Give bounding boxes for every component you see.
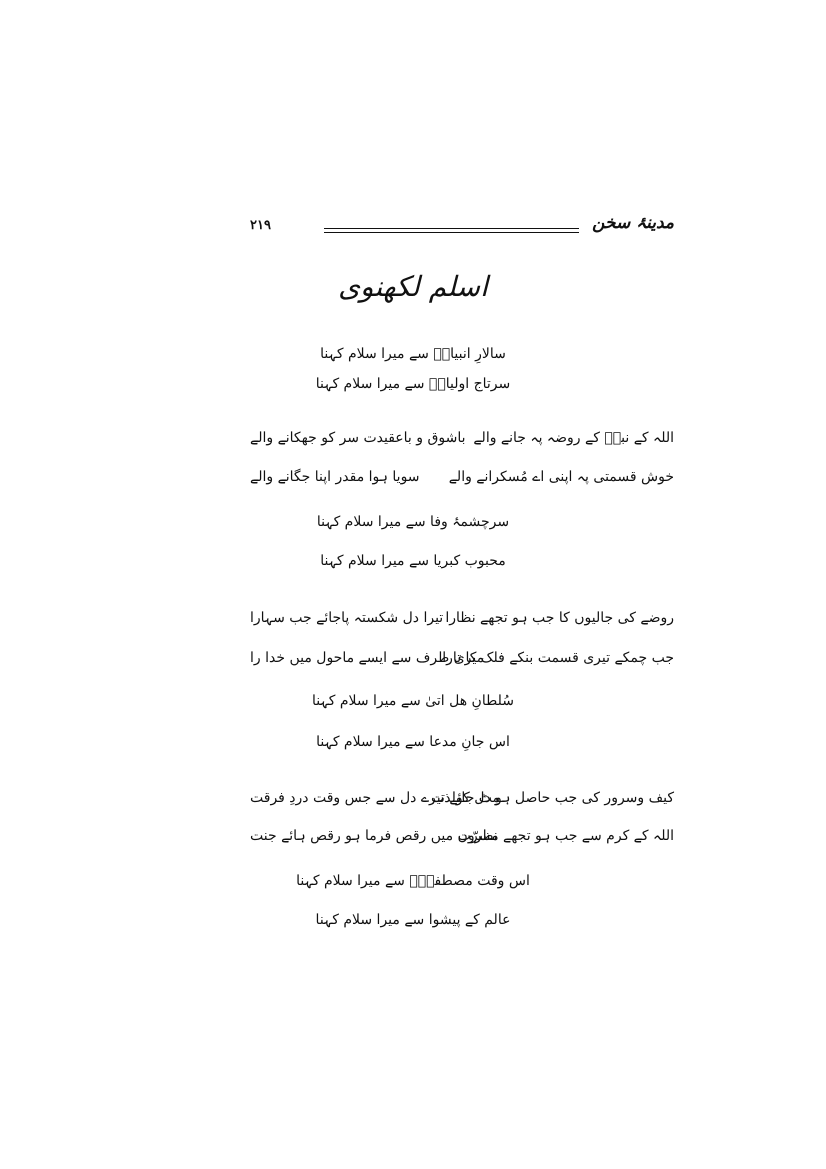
refrain-2-2: اس جانِ مدعا سے میرا سلام کہنا bbox=[316, 734, 510, 750]
opening-line-1: سالارِ انبیاءؐ سے میرا سلام کہنا bbox=[320, 346, 506, 362]
couplet-3-1 bbox=[250, 790, 674, 814]
couplet-1-1 bbox=[250, 430, 674, 454]
hemistich-right: اللہ کے نبیؐ کے روضہ پہ جانے والے bbox=[473, 430, 674, 446]
hemistich-left: نظروں میں رقص فرما ہو رقص ہائے جنت bbox=[250, 828, 498, 844]
header-rule bbox=[324, 228, 579, 233]
refrain-2-1: سُلطانِ ھل اتیٰ سے میرا سلام کہنا bbox=[312, 693, 514, 709]
book-title: مدینۂ سخن bbox=[592, 213, 674, 233]
opening-line-2: سرتاج اولیاءؐ سے میرا سلام کہنا bbox=[315, 376, 511, 392]
hemistich-right: جب چمکے تیری قسمت بنکے فلک کا تارا bbox=[442, 650, 674, 666]
hemistich-right: کیف وسرور کی جب حاصل ہو دل کولذت bbox=[431, 790, 674, 806]
refrain-1-1: سرچشمۂ وفا سے میرا سلام کہنا bbox=[316, 514, 510, 530]
hemistich-right: خوش قسمتی پہ اپنی اے مُسکرانے والے bbox=[448, 469, 674, 485]
refrain-1-2: محبوب کبریا سے میرا سلام کہنا bbox=[320, 553, 506, 569]
hemistich-left: تیرا دل شکستہ پاجائے جب سہارا bbox=[250, 610, 444, 626]
couplet-2-1 bbox=[250, 610, 674, 634]
poet-name: اسلم لکھنوی bbox=[338, 270, 488, 303]
refrain-3-2: عالم کے پیشوا سے میرا سلام کہنا bbox=[315, 912, 511, 928]
hemistich-left: باشوق و باعقیدت سر کو جھکانے والے bbox=[250, 430, 466, 446]
hemistich-right: اللہ کے کرم سے جب ہو تجھے مسرّت bbox=[457, 828, 674, 844]
page-header bbox=[250, 213, 674, 248]
couplet-1-2 bbox=[250, 469, 674, 493]
hemistich-left: سویا ہوا مقدر اپنا جگانے والے bbox=[250, 469, 420, 485]
couplet-3-2 bbox=[250, 828, 674, 852]
page-number: ۲۱۹ bbox=[250, 218, 271, 233]
hemistich-right: روضے کی جالیوں کا جب ہو تجھے نظارا bbox=[445, 610, 674, 626]
couplet-2-2 bbox=[250, 650, 674, 674]
refrain-3-1: اس وقت مصطفیٰؐ سے میرا سلام کہنا bbox=[296, 873, 530, 889]
hemistich-left: میری طرف سے ایسے ماحول میں خدا را bbox=[250, 650, 485, 666]
hemistich-left: مِٹ جائے تیرے دل سے جس وقت دردِ فرقت bbox=[250, 790, 501, 806]
